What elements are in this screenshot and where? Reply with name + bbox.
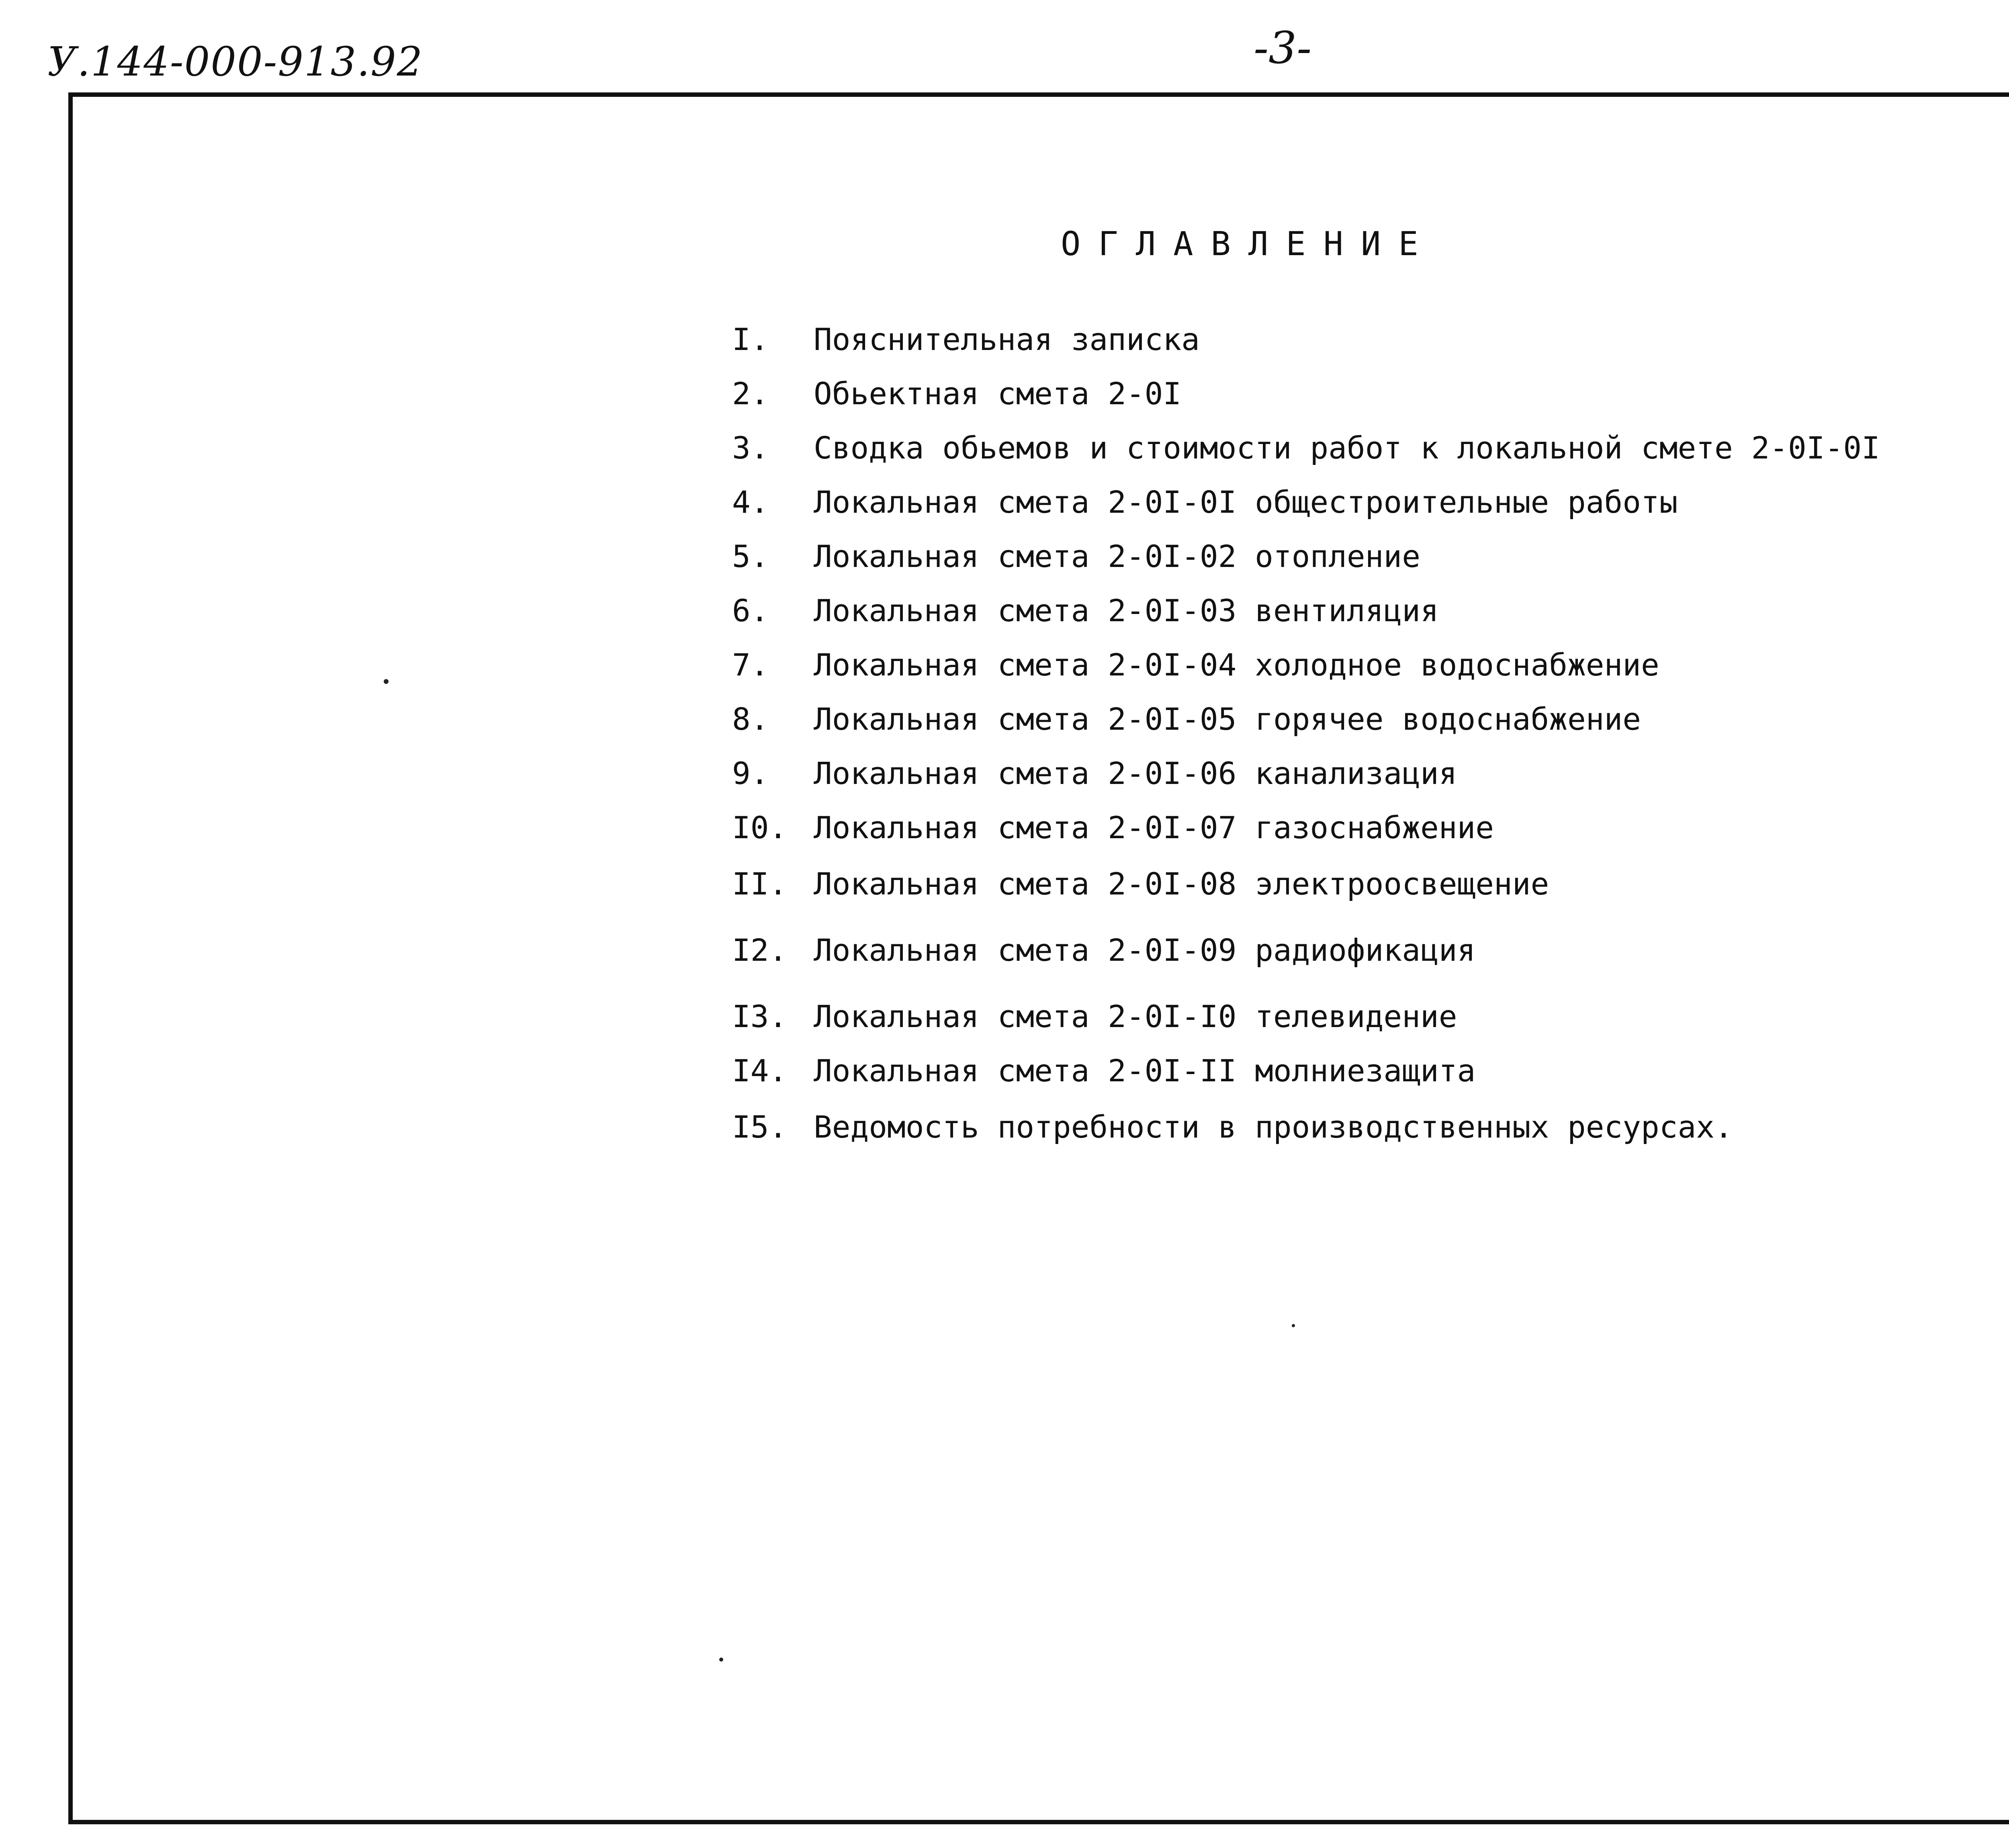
toc-item-text: Локальная смета 2-0I-09 радиофикация: [814, 932, 1476, 968]
toc-item-number: I5.: [732, 1109, 788, 1145]
toc-item: [0, 755, 2009, 800]
toc-item-text: Сводка обьемов и стоимости работ к локальной смете 2-0I-0I: [814, 430, 1880, 466]
toc-item-text: Локальная смета 2-0I-05 горячее водоснабжение: [814, 701, 1641, 737]
toc-item: [0, 701, 2009, 745]
toc-item-text: Локальная смета 2-0I-II молниезащита: [814, 1053, 1476, 1089]
toc-item-text: Локальная смета 2-0I-08 электроосвещение: [814, 866, 1549, 902]
toc-item: [0, 538, 2009, 583]
toc-item-number: II.: [732, 866, 788, 902]
toc-item-number: I3.: [732, 999, 788, 1034]
toc-item-text: Локальная смета 2-0I-04 холодное водоснабжение: [814, 647, 1659, 683]
toc-item-number: 3.: [732, 430, 769, 466]
toc-item: [0, 810, 2009, 854]
toc-item-number: 4.: [732, 484, 769, 520]
toc-title: ОГЛАВЛЕНИЕ: [1061, 225, 1436, 263]
toc-item-text: Локальная смета 2-0I-06 канализация: [814, 755, 1457, 791]
toc-item: [0, 1053, 2009, 1097]
toc-item: [0, 484, 2009, 528]
toc-item: [0, 1109, 2009, 1153]
document-code: У.144-000-913.92: [47, 38, 423, 85]
page-marker: -3-: [1254, 22, 1312, 74]
scan-speck: [384, 679, 389, 684]
toc-item: [0, 430, 2009, 474]
toc-item-text: Локальная смета 2-0I-07 газоснабжение: [814, 810, 1494, 845]
scan-speck: [1292, 1324, 1295, 1327]
toc-item-number: I0.: [732, 810, 788, 845]
toc-item: [0, 376, 2009, 420]
toc-item-text: Локальная смета 2-0I-03 вентиляция: [814, 593, 1439, 628]
toc-item-text: Ведомость потребности в производственных ресурсах.: [814, 1109, 1733, 1145]
toc-item-number: 8.: [732, 701, 769, 737]
toc-item-text: Локальная смета 2-0I-02 отопление: [814, 538, 1420, 574]
toc-item: [0, 866, 2009, 910]
toc-item-number: 5.: [732, 538, 769, 574]
toc-item-number: I4.: [732, 1053, 788, 1089]
toc-item-number: 9.: [732, 755, 769, 791]
toc-item-text: Локальная смета 2-0I-0I общестроительные работы: [814, 484, 1678, 520]
toc-item: [0, 647, 2009, 691]
toc-item: [0, 932, 2009, 976]
scan-speck: [719, 1658, 723, 1662]
toc-item-number: I2.: [732, 932, 788, 968]
toc-item: [0, 593, 2009, 637]
toc-item-number: 2.: [732, 376, 769, 411]
toc-item-number: 7.: [732, 647, 769, 683]
toc-item-text: Пояснительная записка: [814, 321, 1200, 357]
toc-item-number: 6.: [732, 593, 769, 628]
toc-item-text: Локальная смета 2-0I-I0 телевидение: [814, 999, 1457, 1034]
toc-item: [0, 999, 2009, 1043]
toc-item-number: I.: [732, 321, 769, 357]
toc-item-text: Обьектная смета 2-0I: [814, 376, 1182, 411]
toc-item: [0, 321, 2009, 366]
